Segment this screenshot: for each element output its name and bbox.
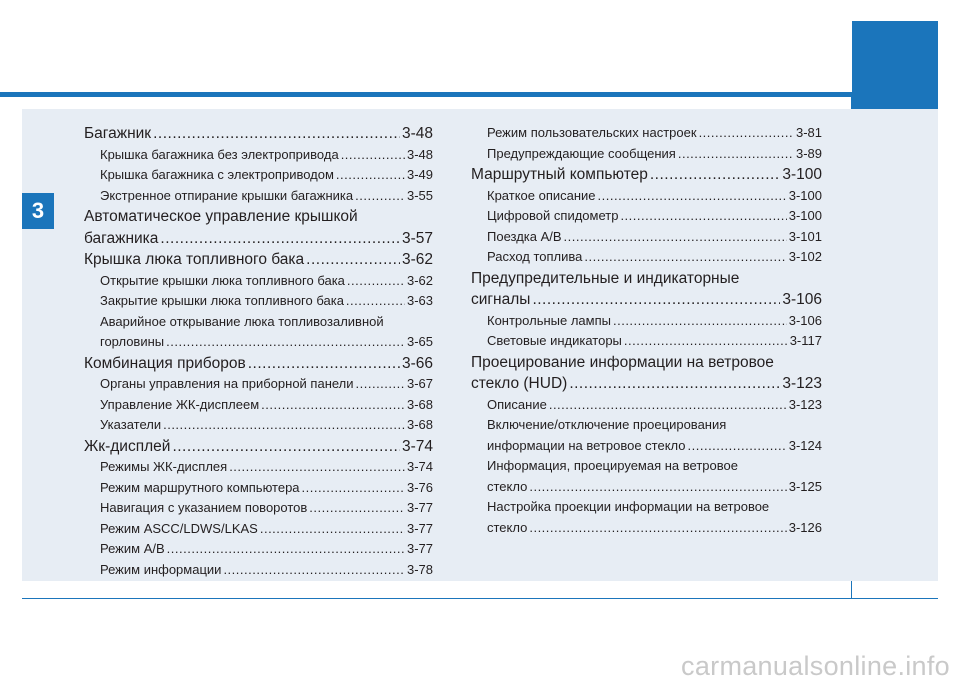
page-number: 3-49	[406, 167, 433, 182]
toc-entry-hud-toggle[interactable]: информации на ветровое стекло ..... 3-124	[471, 436, 822, 457]
page-number: 3-125	[788, 478, 822, 494]
toc-entry-auto-trunk-line1[interactable]: Автоматическое управление крышкой	[84, 208, 358, 225]
page-number: 3-62	[401, 251, 433, 268]
page-number: 3-106	[788, 312, 822, 328]
toc-entry-cluster-controls[interactable]: Органы управления на приборной панели ..... 3-67	[84, 374, 433, 395]
toc-entry-overview[interactable]: Краткое описание ..... 3-100	[471, 186, 822, 207]
page-number: 3-77	[406, 541, 433, 556]
page-number: 3-67	[406, 376, 433, 391]
page-number: 3-106	[782, 291, 822, 308]
page-number: 3-65	[406, 334, 433, 349]
page-number: 3-68	[406, 417, 433, 432]
toc-entry-warning-lights[interactable]: сигналы ..... 3-106	[471, 289, 822, 311]
page-number: 3-55	[406, 187, 433, 203]
page-number: 3-62	[406, 272, 433, 288]
toc-entry-turn-nav[interactable]: Навигация с указанием поворотов ..... 3-77	[84, 498, 433, 519]
toc-entry-emergency-trunk[interactable]: Экстренное отпирание крышки багажника ..... 3-55	[84, 186, 433, 207]
toc-entry-ascc-mode[interactable]: Режим ASCC/LDWS/LKAS ..... 3-77	[84, 519, 433, 540]
corner-accent-block	[852, 21, 938, 109]
toc-entry-hud-settings-line1[interactable]: Настройка проекции информации на ветровое	[487, 499, 770, 514]
toc-entry-hud-info[interactable]: стекло ..... 3-125	[471, 477, 822, 498]
toc-entry-trunk-lid-power[interactable]: Крышка багажника с электроприводом ..... 3-49	[84, 165, 433, 186]
page-number: 3-100	[788, 208, 822, 223]
page-number: 3-78	[406, 561, 433, 577]
toc-entry-hud-settings[interactable]: стекло ..... 3-126	[471, 518, 822, 539]
page-number: 3-76	[406, 479, 433, 495]
toc-entry-digital-speedo[interactable]: Цифровой спидометр ..... 3-100	[471, 206, 822, 227]
chapter-tab: 3	[22, 193, 54, 229]
page-number: 3-124	[788, 437, 822, 453]
toc-entry-trunk[interactable]: Багажник ..... 3-48	[84, 123, 433, 145]
toc-entry-fuel-emergency-line1[interactable]: Аварийное открывание люка топливозаливной	[100, 313, 384, 329]
toc-entry-fuel-door-close[interactable]: Закрытие крышки люка топливного бака ..... 3-63	[84, 291, 433, 312]
page-number: 3-63	[406, 293, 433, 308]
toc-entry-av-mode[interactable]: Режим A/B ..... 3-77	[84, 539, 433, 560]
toc-right-column	[471, 123, 822, 538]
toc-entry-user-settings[interactable]: Режим пользовательских настроек ..... 3-81	[471, 123, 822, 144]
page-number: 3-74	[401, 437, 433, 455]
page-number: 3-68	[406, 396, 433, 412]
toc-entry-fuel-emergency[interactable]: горловины ..... 3-65	[84, 332, 433, 353]
toc-entry-trip-ab[interactable]: Поездка A/B ..... 3-101	[471, 227, 822, 248]
toc-entry-hud[interactable]: стекло (HUD) ..... 3-123	[471, 373, 822, 395]
page-number: 3-101	[788, 228, 822, 244]
page-number: 3-81	[795, 125, 822, 140]
toc-entry-hud-info-line1[interactable]: Информация, проецируемая на ветровое	[487, 458, 738, 473]
toc-entry-lcd[interactable]: Жк-дисплей ..... 3-74	[84, 436, 433, 458]
toc-entry-fuel-consumption[interactable]: Расход топлива ..... 3-102	[471, 247, 822, 268]
toc-entry-cluster[interactable]: Комбинация приборов ..... 3-66	[84, 353, 433, 375]
toc-left-column	[84, 123, 433, 580]
toc-entry-trunk-lid-no-power[interactable]: Крышка багажника без электропривода ..... 3-48	[84, 145, 433, 166]
toc-entry-fuel-door[interactable]: Крышка люка топливного бака ..... 3-62	[84, 249, 433, 271]
toc-entry-warning-lights-line1[interactable]: Предупредительные и индикаторные	[471, 269, 740, 287]
watermark: carmanualsonline.info	[681, 651, 950, 681]
toc-entry-trip-computer[interactable]: Маршрутный компьютер ..... 3-100	[471, 164, 822, 186]
page-number: 3-89	[795, 145, 822, 161]
page-number: 3-77	[406, 520, 433, 536]
page-number: 3-123	[788, 396, 822, 412]
page-number: 3-123	[782, 375, 822, 392]
toc-entry-control-lamps[interactable]: Контрольные лампы ..... 3-106	[471, 311, 822, 332]
toc-entry-hud-toggle-line1[interactable]: Включение/отключение проецирования	[487, 417, 727, 432]
toc-entry-warnings[interactable]: Предупреждающие сообщения ..... 3-89	[471, 144, 822, 165]
toc-entry-fuel-door-open[interactable]: Открытие крышки люка топливного бака ..... 3-62	[84, 271, 433, 292]
toc-entry-lcd-modes[interactable]: Режимы ЖК-дисплея ..... 3-74	[84, 457, 433, 478]
page-number: 3-117	[789, 333, 822, 348]
toc-entry-lcd-control[interactable]: Управление ЖК-дисплеем ..... 3-68	[84, 395, 433, 416]
bottom-rule	[22, 598, 938, 599]
page-number: 3-102	[788, 249, 822, 264]
page-number: 3-48	[401, 125, 433, 142]
toc-entry-hud-line1[interactable]: Проецирование информации на ветровое	[471, 353, 774, 371]
top-accent-rule	[0, 92, 938, 97]
page-number: 3-66	[401, 354, 433, 372]
toc-entry-light-indicators[interactable]: Световые индикаторы ..... 3-117	[471, 331, 822, 352]
page-number: 3-74	[406, 459, 433, 474]
page-number: 3-100	[788, 187, 822, 203]
page-number: 3-100	[782, 166, 822, 183]
page-number: 3-77	[406, 500, 433, 515]
toc-entry-trip-mode[interactable]: Режим маршрутного компьютера ..... 3-76	[84, 478, 433, 499]
toc-entry-info-mode[interactable]: Режим информации ..... 3-78	[84, 560, 433, 581]
toc-entry-auto-trunk[interactable]: багажника ..... 3-57	[84, 228, 433, 250]
toc-entry-gauges[interactable]: Указатели ..... 3-68	[84, 415, 433, 436]
toc-entry-hud-description[interactable]: Описание ..... 3-123	[471, 395, 822, 416]
page-number: 3-126	[788, 519, 822, 535]
page-number: 3-48	[406, 146, 433, 162]
page-number: 3-57	[401, 229, 433, 247]
